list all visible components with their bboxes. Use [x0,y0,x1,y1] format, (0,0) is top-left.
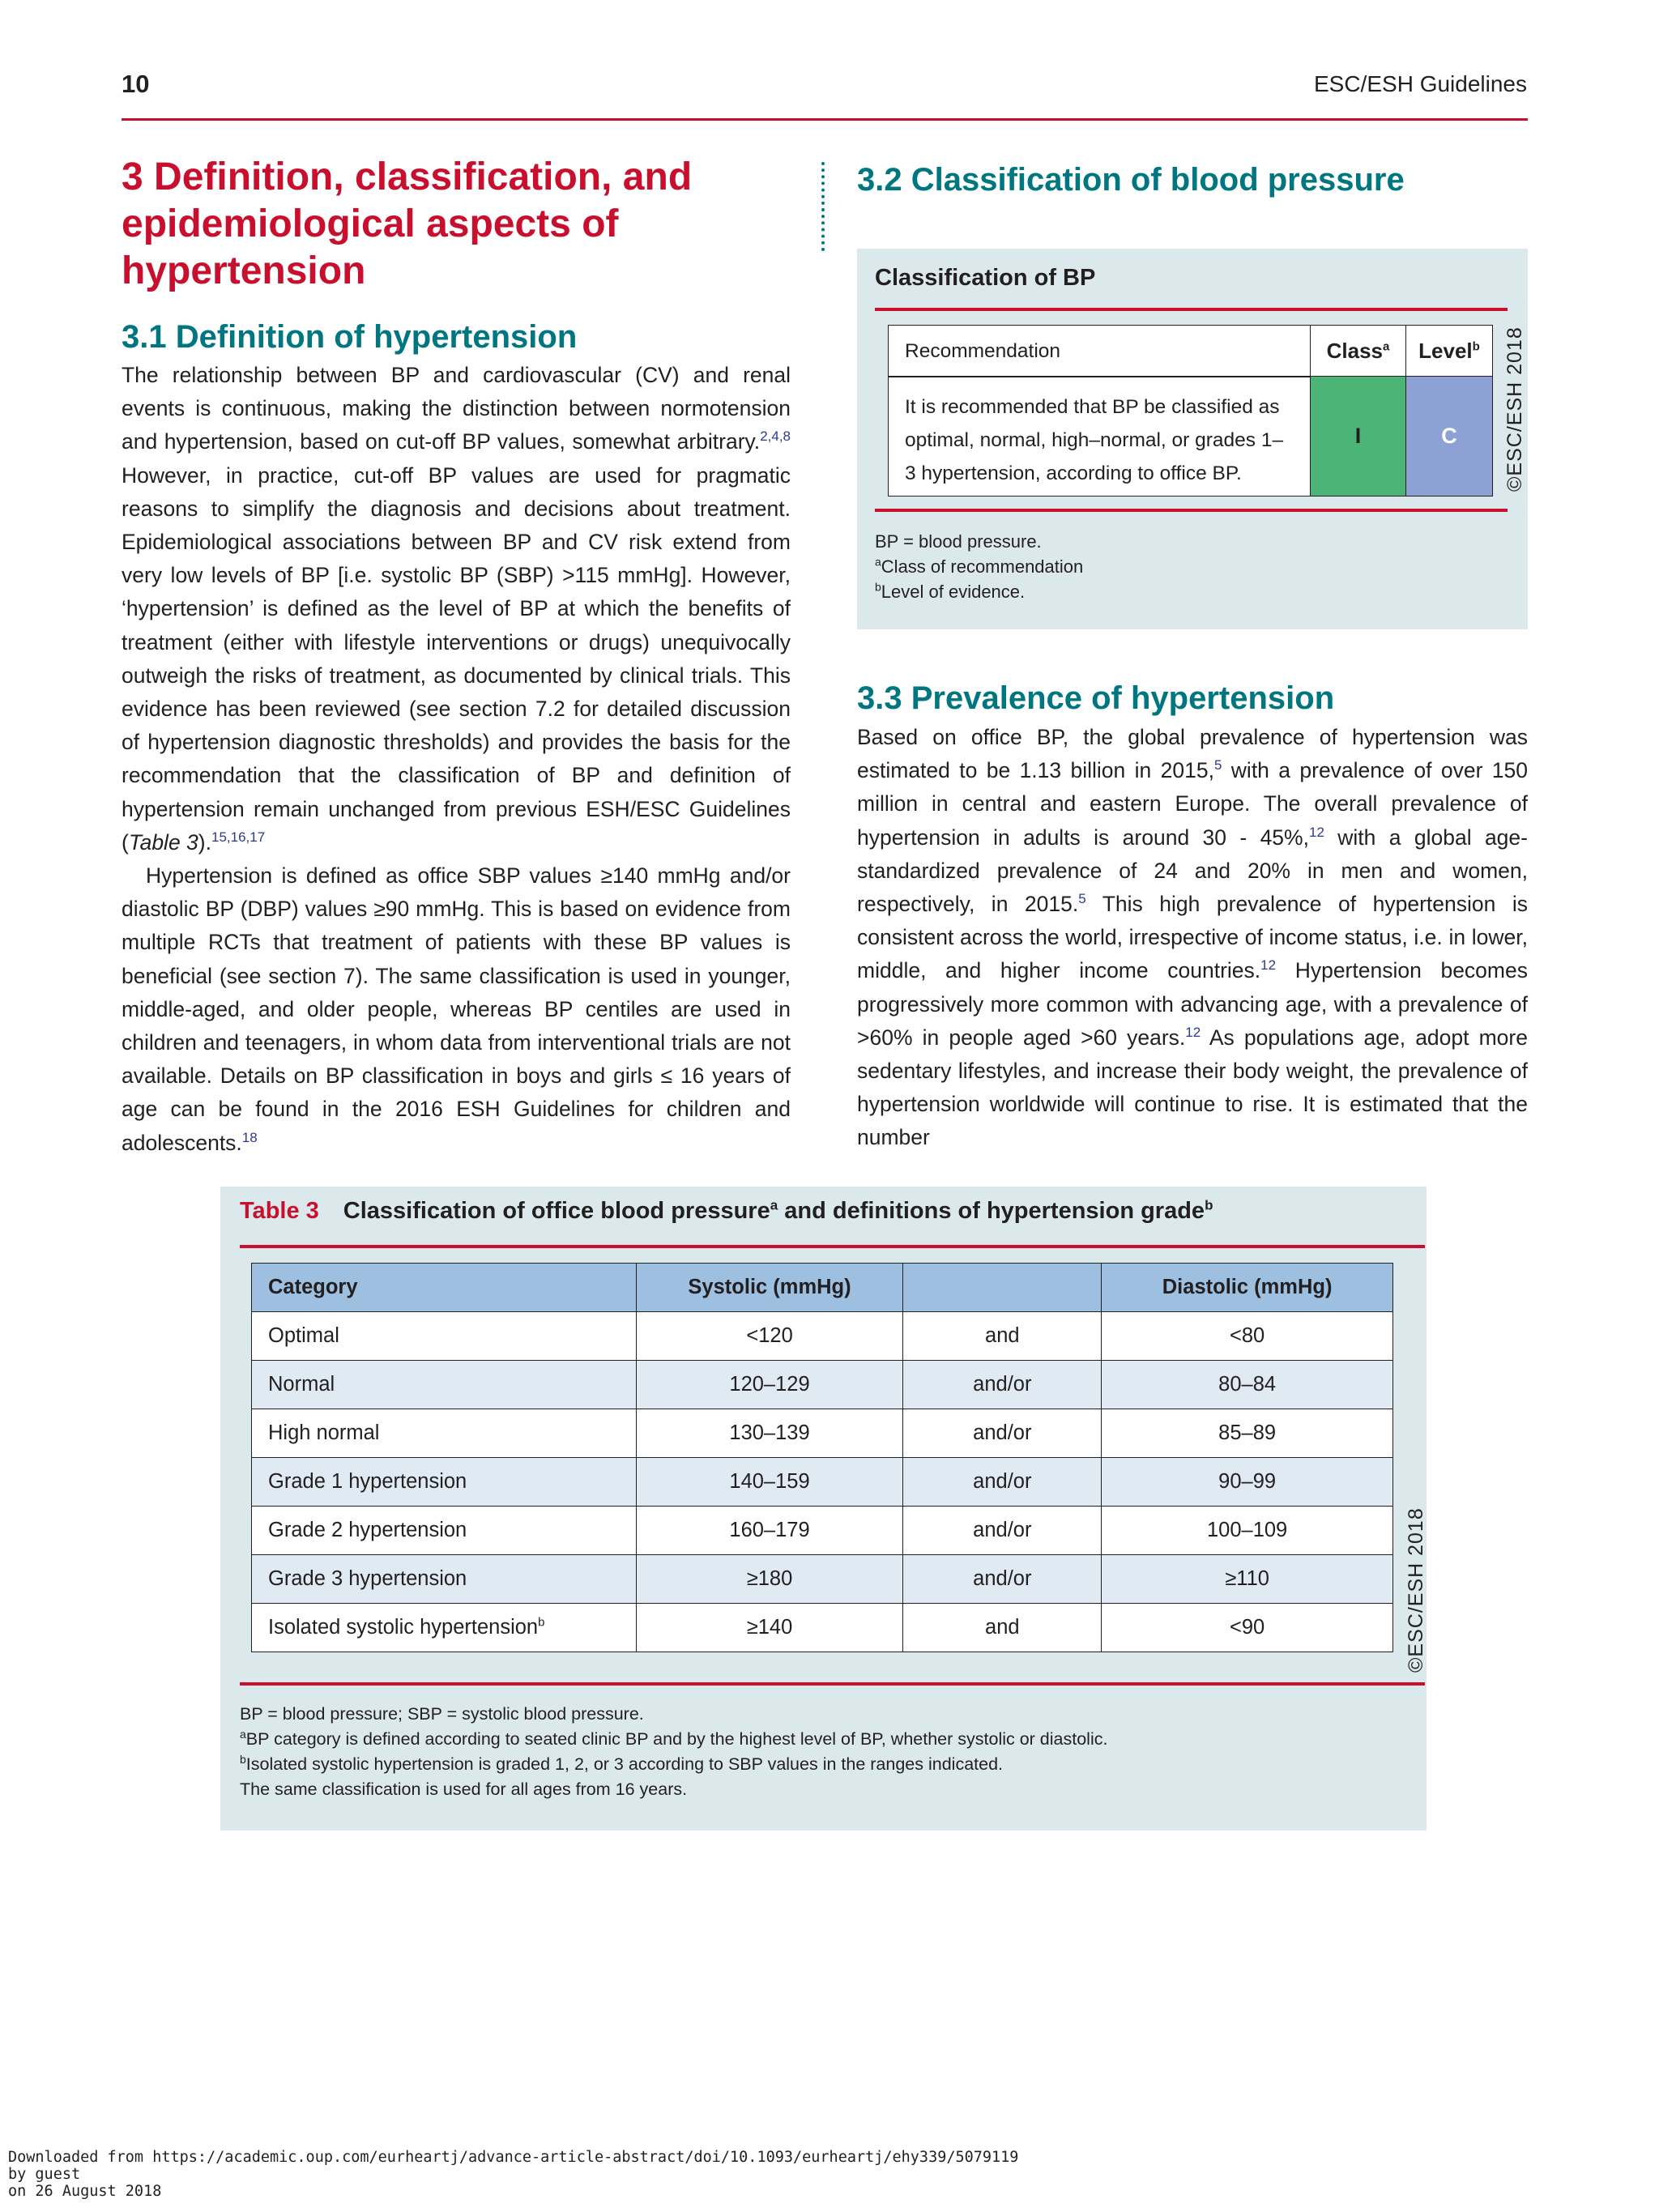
column-header-diastolic: Diastolic (mmHg) [1102,1264,1393,1312]
recommendation-box-title: Classification of BP [875,265,1096,291]
column-header-systolic: Systolic (mmHg) [636,1264,903,1312]
recommendation-column-header: Recommendation [905,340,1061,362]
citation[interactable]: 2,4,8 [760,428,791,445]
section-3-1-heading: 3.1 Definition of hypertension [122,319,578,355]
paragraph: Based on office BP, the global prevalence of hypertension was estimated to be 1.13 billion in 2015,$^5$ with a prevalence of over 150 million in central and eastern Europe. The overall prevalence of hypertension in adults is around 30 - 45%,$^{12}$ with a global age-standardized prevalence of 24 and 20% in men and women, respectively, in 2015.$^5$ This high prevalence of hypertension is consistent across the world, irrespective of income status, i.e. in lower, middle, and higher income countries.$^{12}$ Hypertension becomes progressively more common with advancing age, with a prevalence of >60% in people aged >60 years.$^{12}$ As populations age, adopt more sedentary lifestyles, and increase their body weight, the prevalence of hypertension worldwide will continue to rise. It is estimated that the number [857,725,1528,1150]
table-3-link[interactable]: Table 3 [128,829,198,855]
header-rule [122,118,1528,121]
table-header-row [252,1264,1393,1312]
table-row: Grade 3 hypertension ≥180 and/or ≥110 [252,1555,1393,1604]
table-row: Grade 1 hypertension 140–159 and/or 90–99 [252,1458,1393,1507]
level-value-cell: C [1405,376,1492,496]
recommendation-box [857,249,1528,629]
section-3-1-body [122,359,791,1160]
table-3-box [220,1187,1427,1831]
table-row: Isolated systolic hypertension$^b$ ≥140 and <90 [252,1604,1393,1652]
citation[interactable]: 5 [1213,757,1222,774]
citation[interactable]: 12 [1185,1025,1201,1040]
citation[interactable]: 12 [1308,824,1324,840]
box-rule [240,1245,1425,1248]
paragraph: The relationship between BP and cardiovascular (CV) and renal events is continuous, making the distinction between normotension and hypertension, based on cut-off BP values, somewhat arbitrary.$^{2,4,8}$ However, in practice, cut-off BP values are used for pragmatic reasons to simplify the diagnosis and decisions about treatment. Epidemiological associations between BP and CV risk extend from very low levels of BP [i.e. systolic BP (SBP) >115 mmHg]. However, ‘hypertension’ is defined as the level of BP at which the benefits of treatment (either with lifestyle interventions or drugs) unequivocally outweigh the risks of treatment, as documented by clinical trials. This evidence has been reviewed (see section 7.2 for detailed discussion of hypertension diagnostic thresholds) and provides the basis for the recommendation that the classification of BP and definition of hypertension remain unchanged from previous ESH/ESC Guidelines (Table 3).$^{15,16,17}$ [122,363,791,855]
citation[interactable]: 18 [241,1129,258,1145]
download-footer: Downloaded from https://academic.oup.com/eurheartj/advance-article-abstract/doi/10.1093/eurheartj/ehy339/5079119 by guest on 26 August 2018 [8,2149,1019,2200]
citation[interactable]: 12 [1260,957,1277,974]
recommendation-table [888,325,1493,497]
box-rule [875,308,1508,311]
running-head: ESC/ESH Guidelines [1313,71,1527,96]
class-column-header: Class$^a$ [1310,326,1405,376]
table-rule [889,376,1310,377]
paragraph: Hypertension is defined as office SBP values ≥140 mmHg and/or diastolic BP (DBP) values ≥90 mmHg. This is based on evidence from multiple RCTs that treatment of patients with these BP values is beneficial (see section 7). The same classification is used in younger, middle-aged, and older people, whereas BP centiles are used in children and teenagers, in whom data from interventional trials are not available. Details on BP classification in boys and girls ≤ 16 years of age can be found in the 2016 ESH Guidelines for children and adolescents.$^{18}$ [122,863,791,1155]
table-row: Grade 2 hypertension 160–179 and/or 100–109 [252,1507,1393,1555]
column-header-category: Category [252,1264,637,1312]
table-row: Optimal <120 and <80 [252,1312,1393,1361]
recommendation-text: It is recommended that BP be classified as optimal, normal, high–normal, or grades 1–3 hypertension, according to office BP. [905,396,1284,484]
table-3-title: Table 3 Classification of office blood pressure$^a$ and definitions of hypertension grade$^b$ [240,1197,1213,1224]
column-header-blank [903,1264,1102,1312]
copyright-vertical: ©ESC/ESH 2018 [1405,1507,1427,1673]
citation[interactable]: 5 [1078,891,1086,907]
table-row: Normal 120–129 and/or 80–84 [252,1361,1393,1409]
recommendation-notes: BP = blood pressure. $^a$Class of recommendation $^b$Level of evidence. [875,531,1084,602]
table-3-notes: BP = blood pressure; SBP = systolic blood pressure. $^a$BP category is defined according to seated clinic BP and by the highest level of BP, whether systolic or diastolic. $^b$Isolated systolic hypertension is graded 1, 2, or 3 according to SBP values in the ranges indicated. The same classification is used for all ages from 16 years. [240,1704,1108,1799]
box-rule [240,1682,1425,1686]
class-value-cell: I [1310,376,1405,496]
section-3-heading: 3 Definition, classification, and epidemiological aspects of hypertension [122,156,693,292]
footer-source-link[interactable]: Downloaded from https://academic.oup.com/eurheartj/advance-article-abstract/doi/10.1093/eurheartj/ehy339/5079119 [8,2149,1019,2166]
bp-classification-table [251,1263,1393,1652]
level-column-header: Level$^b$ [1405,326,1492,376]
copyright-vertical: ©ESC/ESH 2018 [1503,326,1526,492]
page-number: 10 [122,70,150,98]
section-3-3-heading: 3.3 Prevalence of hypertension [857,680,1335,716]
table-row: High normal 130–139 and/or 85–89 [252,1409,1393,1458]
box-rule [875,509,1508,512]
section-3-2-heading: 3.2 Classification of blood pressure [857,162,1405,198]
column-divider-dots [821,162,825,251]
citation[interactable]: 15,16,17 [211,829,266,846]
section-3-3-body [857,721,1528,1155]
